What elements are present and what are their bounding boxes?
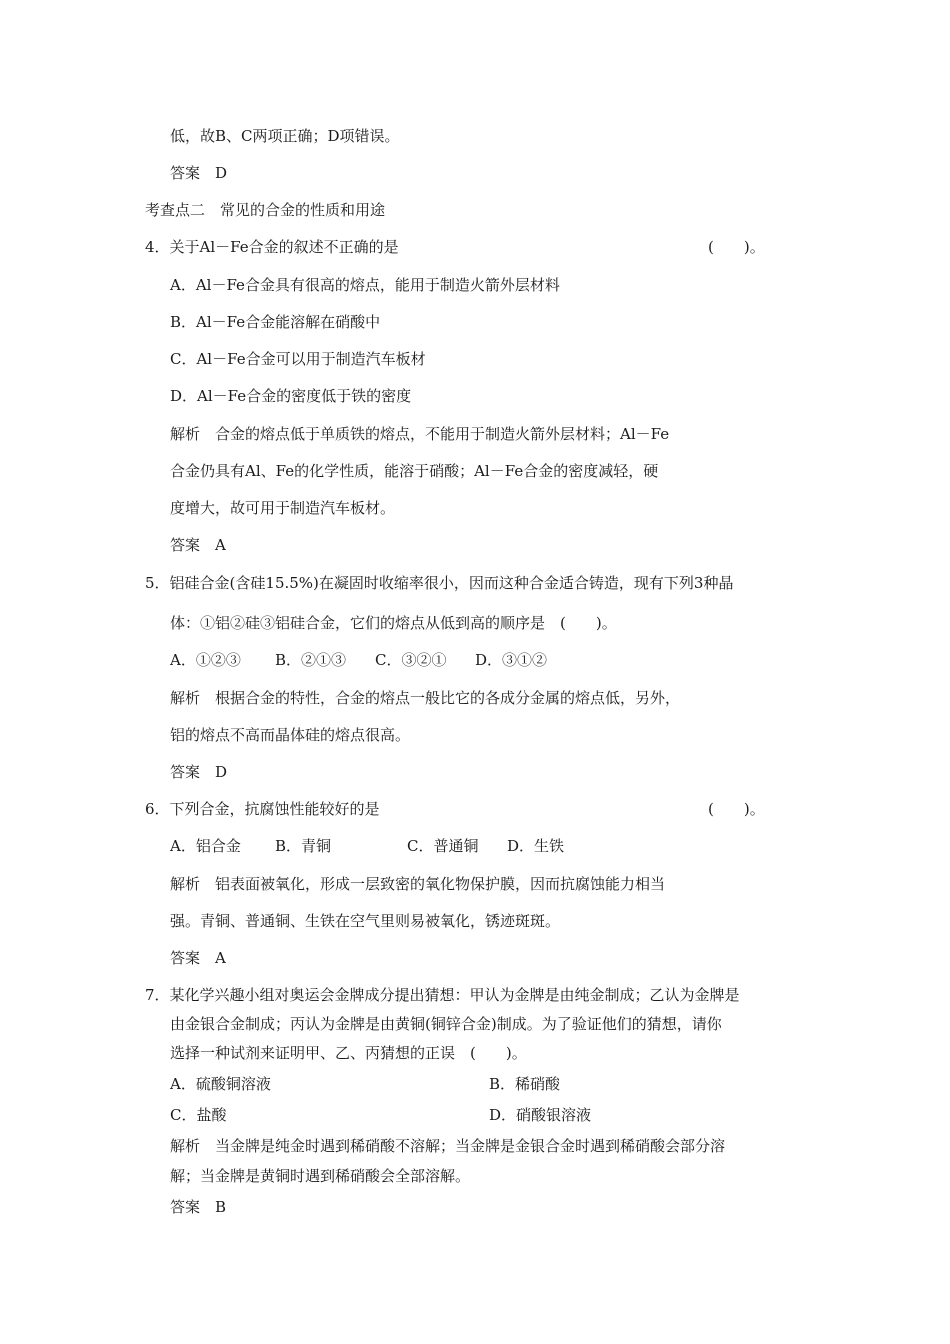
q5-answer: 答案 D xyxy=(170,763,228,781)
q6-option-a: A．铝合金 xyxy=(170,837,241,855)
q5-option-b: B．②①③ xyxy=(275,651,347,669)
prev-analysis-tail: 低，故B、C两项正确；D项错误。 xyxy=(170,127,400,145)
q7-analysis-line: 解析 当金牌是纯金时遇到稀硝酸不溶解；当金牌是金银合金时遇到稀硝酸会部分溶 xyxy=(170,1137,726,1155)
q5-option-a: A．①②③ xyxy=(170,651,241,669)
q6-option-d: D．生铁 xyxy=(507,837,565,855)
q7-analysis-line: 解；当金牌是黄铜时遇到稀硝酸会全部溶解。 xyxy=(170,1167,471,1185)
q5-stem-line: 5．铝硅合金(含硅15.5%)在凝固时收缩率很小，因而这种合金适合铸造，现有下列3种晶 xyxy=(145,574,734,592)
q4-analysis-line: 度增大，故可用于制造汽车板材。 xyxy=(170,499,396,517)
q6-analysis-line: 强。青铜、普通铜、生铁在空气里则易被氧化，锈迹斑斑。 xyxy=(170,912,561,930)
q4-analysis-line: 解析 合金的熔点低于单质铁的熔点，不能用于制造火箭外层材料；Al－Fe xyxy=(170,425,670,443)
q7-option-b: B．稀硝酸 xyxy=(489,1075,561,1093)
q6-answer-blank: ( )。 xyxy=(708,800,765,818)
q7-stem-line: 由金银合金制成；丙认为金牌是由黄铜(铜锌合金)制成。为了验证他们的猜想，请你 xyxy=(170,1015,722,1033)
q6-answer: 答案 A xyxy=(170,949,226,967)
q5-analysis-line: 解析 根据合金的特性，合金的熔点一般比它的各成分金属的熔点低，另外， xyxy=(170,689,681,707)
q7-option-a: A．硫酸铜溶液 xyxy=(170,1075,271,1093)
q6-analysis-line: 解析 铝表面被氧化，形成一层致密的氧化物保护膜，因而抗腐蚀能力相当 xyxy=(170,875,666,893)
q4-answer: 答案 A xyxy=(170,536,226,554)
q4-option-a: A．Al－Fe合金具有很高的熔点，能用于制造火箭外层材料 xyxy=(170,276,560,294)
q5-option-d: D．③①② xyxy=(475,651,548,669)
q4-analysis-line: 合金仍具有Al、Fe的化学性质，能溶于硝酸；Al－Fe合金的密度减轻，硬 xyxy=(170,462,659,480)
q6-option-c: C．普通铜 xyxy=(407,837,479,855)
q7-answer: 答案 B xyxy=(170,1198,227,1216)
q5-analysis-line: 铝的熔点不高而晶体硅的熔点很高。 xyxy=(170,726,411,744)
q4-answer-blank: ( )。 xyxy=(708,238,765,256)
q4-option-c: C．Al－Fe合金可以用于制造汽车板材 xyxy=(170,350,426,368)
section-heading: 考查点二 常见的合金的性质和用途 xyxy=(145,201,386,219)
q5-stem-line: 体：①铝②硅③铝硅合金，它们的熔点从低到高的顺序是 ( )。 xyxy=(170,614,617,632)
q4-option-b: B．Al－Fe合金能溶解在硝酸中 xyxy=(170,313,381,331)
q7-stem-line: 7．某化学兴趣小组对奥运会金牌成分提出猜想：甲认为金牌是由纯金制成；乙认为金牌是 xyxy=(145,986,740,1004)
q5-options xyxy=(170,650,547,670)
q7-option-d: D．硝酸银溶液 xyxy=(489,1106,592,1124)
q7-stem-line: 选择一种试剂来证明甲、乙、丙猜想的正误 ( )。 xyxy=(170,1044,527,1062)
q6-stem: 6．下列合金，抗腐蚀性能较好的是 xyxy=(145,800,380,818)
q7-option-c: C．盐酸 xyxy=(170,1106,227,1124)
prev-answer: 答案 D xyxy=(170,164,228,182)
q6-option-b: B．青铜 xyxy=(275,837,332,855)
q6-options xyxy=(170,836,564,856)
q5-option-c: C．③②① xyxy=(375,651,447,669)
q4-option-d: D．Al－Fe合金的密度低于铁的密度 xyxy=(170,387,412,405)
q4-stem: 4．关于Al－Fe合金的叙述不正确的是 xyxy=(145,238,399,256)
